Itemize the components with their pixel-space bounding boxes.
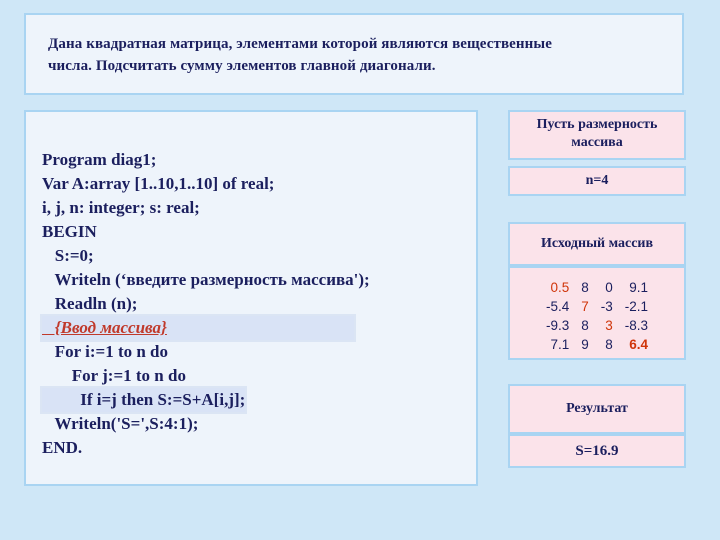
matrix-row	[540, 297, 654, 316]
matrix-cell: 8	[581, 280, 589, 295]
matrix-cell-diagonal: 0.5	[550, 280, 570, 295]
code-line-end: END.	[42, 438, 83, 457]
matrix-cell-diagonal: 3	[605, 318, 613, 333]
matrix-table	[540, 278, 654, 354]
matrix-cell: 9	[581, 337, 589, 352]
matrix-cell: -9.3	[545, 318, 570, 333]
code-panel	[24, 110, 478, 486]
code-line-for-j: For j:=1 to n do	[42, 366, 186, 385]
source-array-label: Исходный массив	[508, 222, 686, 266]
code-line-readln: Readln (n);	[42, 294, 138, 313]
code-line-writeln-prompt: Writeln (‘введите размерность массива');	[42, 270, 370, 289]
code-line-init: S:=0;	[42, 246, 94, 265]
matrix-cell: 8	[605, 337, 613, 352]
matrix-row	[540, 316, 654, 335]
dimension-value: n=4	[508, 166, 686, 196]
result-value: S=16.9	[508, 434, 686, 468]
matrix-cell: -3	[600, 299, 613, 314]
code-if-highlight: If i=j then S:=S+A[i,j];	[42, 388, 245, 412]
matrix-cell-diagonal: 7	[581, 299, 589, 314]
code-line-writeln-result: Writeln('S=',S:4:1);	[42, 414, 199, 433]
source-matrix	[508, 266, 686, 360]
code-line-var: Var A:array [1..10,1..10] of real;	[42, 174, 275, 193]
matrix-row	[540, 278, 654, 297]
matrix-cell: 7.1	[550, 337, 570, 352]
code-line-begin: BEGIN	[42, 222, 97, 241]
task-line-1: Дана квадратная матрица, элементами которой являются вещественные	[48, 36, 552, 52]
matrix-cell: -8.3	[624, 318, 649, 333]
matrix-cell-diagonal: 6.4	[629, 337, 649, 352]
input-array-link[interactable]: {Ввод массива}	[42, 318, 167, 337]
code-line-if	[42, 388, 476, 412]
matrix-cell: 0	[605, 280, 613, 295]
matrix-cell: 9.1	[629, 280, 649, 295]
task-line-2: числа. Подсчитать сумму элементов главной диагонали.	[48, 58, 436, 74]
result-label: Результат	[508, 384, 686, 434]
matrix-cell: -2.1	[624, 299, 649, 314]
matrix-row	[540, 335, 654, 354]
matrix-cell: 8	[581, 318, 589, 333]
code-line-decl: i, j, n: integer; s: real;	[42, 198, 200, 217]
dimension-label: Пусть размерность массива	[508, 110, 686, 160]
code-line-input-comment	[42, 316, 476, 340]
code-line-program: Program diag1;	[42, 150, 157, 169]
task-panel	[24, 13, 684, 95]
matrix-cell: -5.4	[545, 299, 570, 314]
code-line-for-i: For i:=1 to n do	[42, 342, 169, 361]
